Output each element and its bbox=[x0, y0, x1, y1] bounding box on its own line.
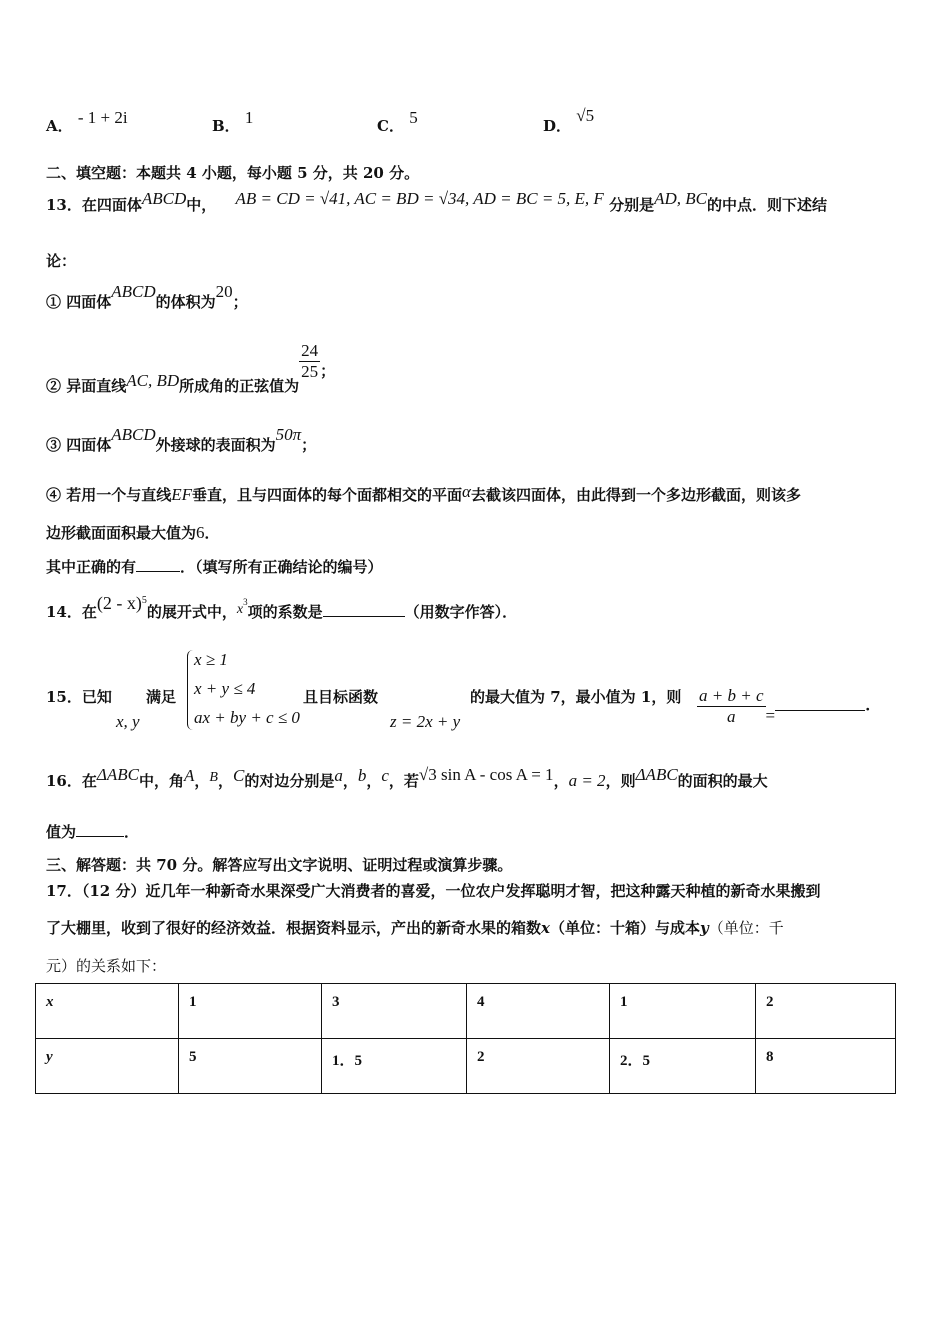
q16-sep3: ， bbox=[342, 772, 358, 790]
table-row-y bbox=[36, 1039, 896, 1094]
q15-objective: z = 2x + y bbox=[390, 712, 461, 731]
s2-num: 24 bbox=[301, 341, 319, 360]
q17-y: y bbox=[699, 919, 709, 937]
section3-heading: 三、解答题：共 70 分。解答应写出文字说明、证明过程或演算步骤。 bbox=[46, 856, 513, 874]
q16-equation2: a = 2 bbox=[568, 771, 606, 790]
q17-line2-mid: （单位：十箱）与成本 bbox=[549, 919, 700, 937]
q15-eq: = bbox=[765, 705, 776, 725]
option-c bbox=[377, 108, 418, 136]
table-cell: y bbox=[36, 1039, 179, 1094]
q15-frac-num: a + b + c bbox=[699, 686, 764, 705]
q16-answer-blank[interactable] bbox=[76, 822, 124, 837]
q13-ask-pre: 其中正确的有 bbox=[46, 558, 137, 576]
q15-answer bbox=[697, 686, 870, 727]
table-row-x bbox=[36, 984, 896, 1039]
q13-statement2 bbox=[46, 341, 336, 395]
option-a-value: - 1 + 2i bbox=[77, 108, 128, 127]
q13-statement1 bbox=[46, 282, 248, 312]
s1-abcd: ABCD bbox=[111, 282, 156, 301]
q16-C: C bbox=[232, 766, 245, 785]
s2-pre: ② 异面直线 bbox=[46, 376, 127, 395]
s3-value: 50π bbox=[275, 425, 302, 444]
s4-mid: 垂直，且与四面体的每个面都相交的平面 bbox=[192, 486, 463, 504]
q15-frac-den: a bbox=[727, 707, 736, 726]
table-cell: 8 bbox=[756, 1039, 896, 1094]
s4-line2-pre: 边形截面面积最大值为 bbox=[46, 524, 197, 542]
q13-tail: 的中点．则下述结 bbox=[706, 196, 827, 214]
option-d-value: √5 bbox=[576, 106, 595, 125]
s2-mid: 所成角的正弦值为 bbox=[179, 376, 300, 395]
q13-line1 bbox=[46, 189, 827, 215]
s4-value: 6 bbox=[196, 523, 205, 542]
q13-fenbie: 分别是 bbox=[609, 196, 655, 214]
option-c-label: C． bbox=[377, 117, 404, 135]
q15-end: . bbox=[865, 696, 871, 715]
q13-statement4 bbox=[46, 484, 801, 505]
q13-adbc: AD, BC bbox=[654, 189, 707, 208]
section2-heading: 二、填空题：本题共 4 小题，每小题 5 分，共 20 分。 bbox=[46, 164, 420, 182]
q16-B: B bbox=[209, 770, 218, 785]
table-cell: x bbox=[36, 984, 179, 1039]
q14-line bbox=[46, 593, 518, 622]
q16-triangle: ΔABC bbox=[96, 765, 139, 784]
table-cell: 1 bbox=[179, 984, 322, 1039]
q13-line2: 论： bbox=[46, 252, 77, 270]
q14-lead: 14．在 bbox=[46, 603, 97, 621]
q14-x-exp: 3 bbox=[243, 597, 248, 607]
table-cell: 2 bbox=[756, 984, 896, 1039]
q15-manzu: 满足 bbox=[146, 688, 177, 706]
q16-tail: 的面积的最大 bbox=[677, 772, 768, 790]
s1-pre: ① 四面体 bbox=[46, 293, 112, 311]
q13-conditions: AB = CD = √41, AC = BD = √34, AD = BC = 5, E, F bbox=[235, 189, 604, 208]
q13-answer-blank[interactable] bbox=[136, 557, 180, 572]
q14-exp: 5 bbox=[141, 595, 147, 606]
q16-sep1: ， bbox=[194, 772, 210, 790]
q16-a: a bbox=[334, 766, 343, 785]
q16-line1 bbox=[46, 765, 768, 791]
q16-A: A bbox=[183, 766, 195, 785]
option-d bbox=[543, 106, 595, 136]
option-a bbox=[46, 108, 128, 136]
q15-lead: 15．已知 bbox=[46, 688, 112, 706]
q14-mid: 的展开式中， bbox=[146, 603, 237, 621]
q14-x: x bbox=[236, 602, 244, 617]
s4-alpha: α bbox=[462, 482, 471, 501]
q15-fraction bbox=[697, 686, 766, 727]
option-c-value: 5 bbox=[409, 108, 418, 127]
option-a-label: A． bbox=[46, 117, 73, 135]
q16-ze: ，则 bbox=[605, 772, 636, 790]
q15-obj-pre: 且目标函数 bbox=[303, 688, 379, 706]
q16-zhong: 中，角 bbox=[138, 772, 184, 790]
q16-sep5: ， bbox=[553, 772, 569, 790]
q15-constraint3: ax + by + c ≤ 0 bbox=[194, 708, 300, 727]
s4-pre: ④ 若用一个与直线 bbox=[46, 486, 172, 504]
q13-statement3 bbox=[46, 425, 317, 455]
option-b bbox=[212, 108, 254, 136]
q16-line2-pre: 值为 bbox=[46, 823, 77, 841]
s3-pre: ③ 四面体 bbox=[46, 436, 112, 454]
option-b-label: B． bbox=[212, 117, 240, 135]
table-cell: 1．5 bbox=[322, 1039, 467, 1094]
s3-end: ； bbox=[301, 436, 317, 454]
q14-answer-blank[interactable] bbox=[323, 602, 405, 617]
table-cell: 3 bbox=[322, 984, 467, 1039]
q16-triangle2: ΔABC bbox=[635, 765, 678, 784]
q15-xy: x, y bbox=[116, 712, 140, 731]
q16-duibian: 的对边分别是 bbox=[244, 772, 335, 790]
q15-constraint2: x + y ≤ 4 bbox=[194, 679, 256, 698]
s4-tail: 去截该四面体，由此得到一个多边形截面，则该多 bbox=[470, 486, 801, 504]
q15-answer-blank[interactable] bbox=[775, 696, 865, 711]
q13-ask bbox=[46, 556, 383, 577]
q16-sep2: ， bbox=[217, 772, 233, 790]
s1-end: ； bbox=[232, 293, 248, 311]
table-cell: 5 bbox=[179, 1039, 322, 1094]
s2-fraction bbox=[299, 341, 320, 382]
table-cell: 2．5 bbox=[610, 1039, 756, 1094]
q13-ask-post: ．（填写所有正确结论的编号） bbox=[180, 558, 383, 576]
s2-acbd: AC, BD bbox=[126, 370, 180, 390]
q17-x: x bbox=[541, 919, 550, 937]
q15-constraint1: x ≥ 1 bbox=[194, 650, 228, 669]
table-cell: 4 bbox=[467, 984, 610, 1039]
s2-end: ； bbox=[320, 361, 336, 380]
q13-lead: 13．在四面体 bbox=[46, 196, 142, 214]
q13-statement4-line2 bbox=[46, 522, 220, 543]
q17-line3: 元）的关系如下： bbox=[46, 957, 167, 975]
q15-post: 的最大值为 7，最小值为 1，则 bbox=[470, 688, 682, 706]
q15-brace bbox=[187, 650, 194, 730]
q14-expr: (2 - x) bbox=[96, 593, 142, 613]
q16-c: c bbox=[381, 766, 389, 785]
q13-zhong: 中， bbox=[186, 196, 217, 214]
option-d-label: D． bbox=[543, 117, 572, 135]
q16-ruo: ，若 bbox=[388, 772, 419, 790]
s4-line2-end: ． bbox=[204, 524, 220, 542]
q13-abcd: ABCD bbox=[141, 189, 187, 208]
q17-data-table bbox=[35, 983, 896, 1094]
q16-line2 bbox=[46, 821, 139, 842]
q16-sep4: ， bbox=[366, 772, 382, 790]
q16-line2-end: ． bbox=[124, 823, 140, 841]
s2-den: 25 bbox=[301, 362, 319, 381]
q16-b: b bbox=[357, 766, 367, 785]
q17-line2-tail: （单位：千 bbox=[708, 919, 784, 937]
s3-abcd: ABCD bbox=[111, 425, 156, 444]
q17-line2-pre: 了大棚里，收到了很好的经济效益．根据资料显示，产出的新奇水果的箱数 bbox=[46, 919, 542, 937]
q17-line2 bbox=[46, 917, 784, 938]
s1-mid: 的体积为 bbox=[155, 293, 216, 311]
table-cell: 2 bbox=[467, 1039, 610, 1094]
s4-ef: EF bbox=[171, 485, 193, 504]
table-cell: 1 bbox=[610, 984, 756, 1039]
q14-tail: （用数字作答）． bbox=[404, 603, 518, 621]
q17-line1: 17．（12 分）近几年一种新奇水果深受广大消费者的喜爱，一位农户发挥聪明才智，把这种露天种植的新奇水果搬到 bbox=[46, 882, 821, 900]
s1-value: 20 bbox=[215, 282, 233, 301]
s3-mid: 外接球的表面积为 bbox=[155, 436, 276, 454]
q14-post: 项的系数是 bbox=[247, 603, 323, 621]
q16-lead: 16．在 bbox=[46, 772, 97, 790]
option-b-value: 1 bbox=[244, 108, 254, 127]
q16-equation1: √3 sin A - cos A = 1 bbox=[418, 765, 554, 784]
